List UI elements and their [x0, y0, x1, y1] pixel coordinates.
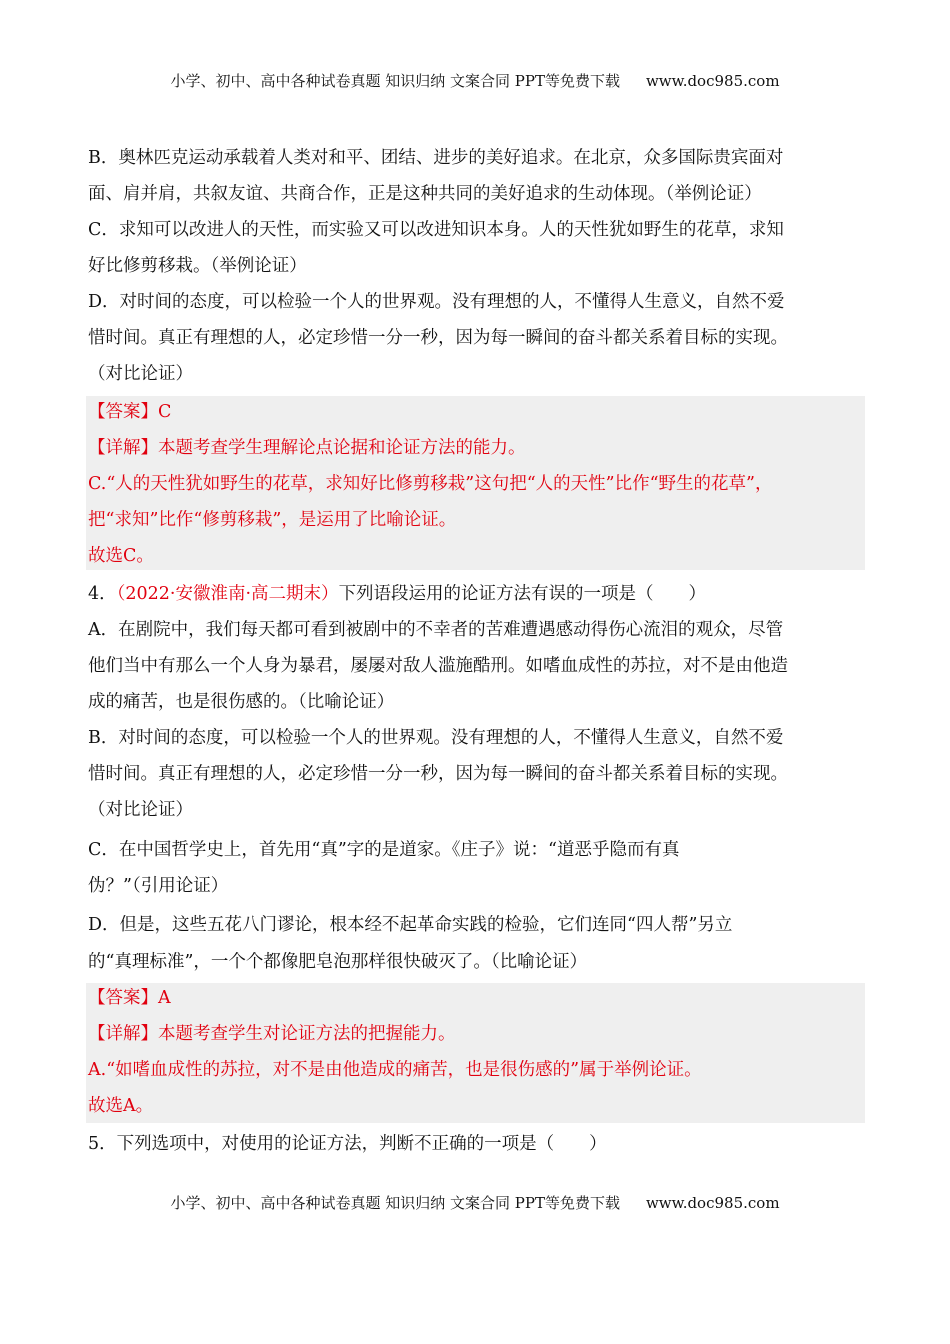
- q4-answer: 【答案】A: [88, 988, 171, 1008]
- footer-url: www.doc985.com: [645, 1194, 780, 1212]
- q3-option-d-line2: 惜时间。真正有理想的人，必定珍惜一分一秒，因为每一瞬间的奋斗都关系着目标的实现。: [88, 328, 788, 348]
- q5-stem: 5．下列选项中，对使用的论证方法，判断不正确的一项是（ ）: [88, 1134, 607, 1154]
- header-text: 小学、初中、高中各种试卷真题 知识归纳 文案合同 PPT等免费下载: [170, 72, 620, 90]
- q4-detail: 【详解】本题考查学生对论证方法的把握能力。: [88, 1024, 456, 1044]
- q4-option-b-line2: 惜时间。真正有理想的人，必定珍惜一分一秒，因为每一瞬间的奋斗都关系着目标的实现。: [88, 764, 788, 784]
- q4-option-d-line1: D．但是，这些五花八门谬论，根本经不起革命实践的检验，它们连同“四人帮”另立: [88, 915, 733, 935]
- page-footer: [0, 1192, 950, 1213]
- q4-option-a-line3: 成的痛苦，也是很伤感的。（比喻论证）: [88, 692, 395, 712]
- page-header: [0, 70, 950, 91]
- q3-explanation-line1: C.“人的天性犹如野生的花草，求知好比修剪移栽”这句把“人的天性”比作“野生的花草”，: [88, 474, 773, 494]
- q3-detail: 【详解】本题考查学生理解论点论据和论证方法的能力。: [88, 438, 526, 458]
- q4-option-c-line1: C．在中国哲学史上，首先用“真”字的是道家。《庄子》说：“道恶乎隐而有真: [88, 840, 680, 860]
- q4-stem: [88, 576, 868, 612]
- q4-option-a-line1: A．在剧院中，我们每天都可看到被剧中的不幸者的苦难遭遇感动得伤心流泪的观众，尽管: [88, 620, 784, 640]
- q3-option-b-line2: 面、肩并肩，共叙友谊、共商合作，正是这种共同的美好追求的生动体现。（举例论证）: [88, 184, 762, 204]
- q3-answer: 【答案】C: [88, 402, 172, 422]
- q3-option-d-line3: （对比论证）: [88, 364, 193, 384]
- q4-explanation-line1: A.“如嗜血成性的苏拉，对不是由他造成的痛苦，也是很伤感的”属于举例论证。: [88, 1060, 702, 1080]
- q4-number: 4．: [88, 584, 117, 604]
- q4-choose: 故选A。: [88, 1096, 154, 1116]
- q4-option-b-line3: （对比论证）: [88, 800, 193, 820]
- q3-choose: 故选C。: [88, 546, 154, 566]
- q4-option-d-line2: 的“真理标准”，一个个都像肥皂泡那样很快破灭了。（比喻论证）: [88, 952, 588, 972]
- q4-option-c-line2: 伪？”（引用论证）: [88, 876, 229, 896]
- q3-option-c-line2: 好比修剪移栽。（举例论证）: [88, 256, 307, 276]
- q3-option-d-line1: D．对时间的态度，可以检验一个人的世界观。没有理想的人，不懂得人生意义，自然不爱: [88, 292, 785, 312]
- q3-explanation-line2: 把“求知”比作“修剪移栽”，是运用了比喻论证。: [88, 510, 457, 530]
- q3-option-b-line1: B．奥林匹克运动承载着人类对和平、团结、进步的美好追求。在北京，众多国际贵宾面对: [88, 148, 784, 168]
- q4-source: （2022·安徽淮南·高二期末）: [116, 584, 339, 604]
- footer-text: 小学、初中、高中各种试卷真题 知识归纳 文案合同 PPT等免费下载: [170, 1194, 620, 1212]
- q4-option-b-line1: B．对时间的态度，可以检验一个人的世界观。没有理想的人，不懂得人生意义，自然不爱: [88, 728, 784, 748]
- q4-option-a-line2: 他们当中有那么一个人身为暴君，屡屡对敌人滥施酷刑。如嗜血成性的苏拉，对不是由他造: [88, 656, 788, 676]
- header-url: www.doc985.com: [645, 72, 780, 90]
- q4-stem-text: 下列语段运用的论证方法有误的一项是（ ）: [338, 584, 707, 604]
- q3-option-c-line1: C．求知可以改进人的天性，而实验又可以改进知识本身。人的天性犹如野生的花草，求知: [88, 220, 784, 240]
